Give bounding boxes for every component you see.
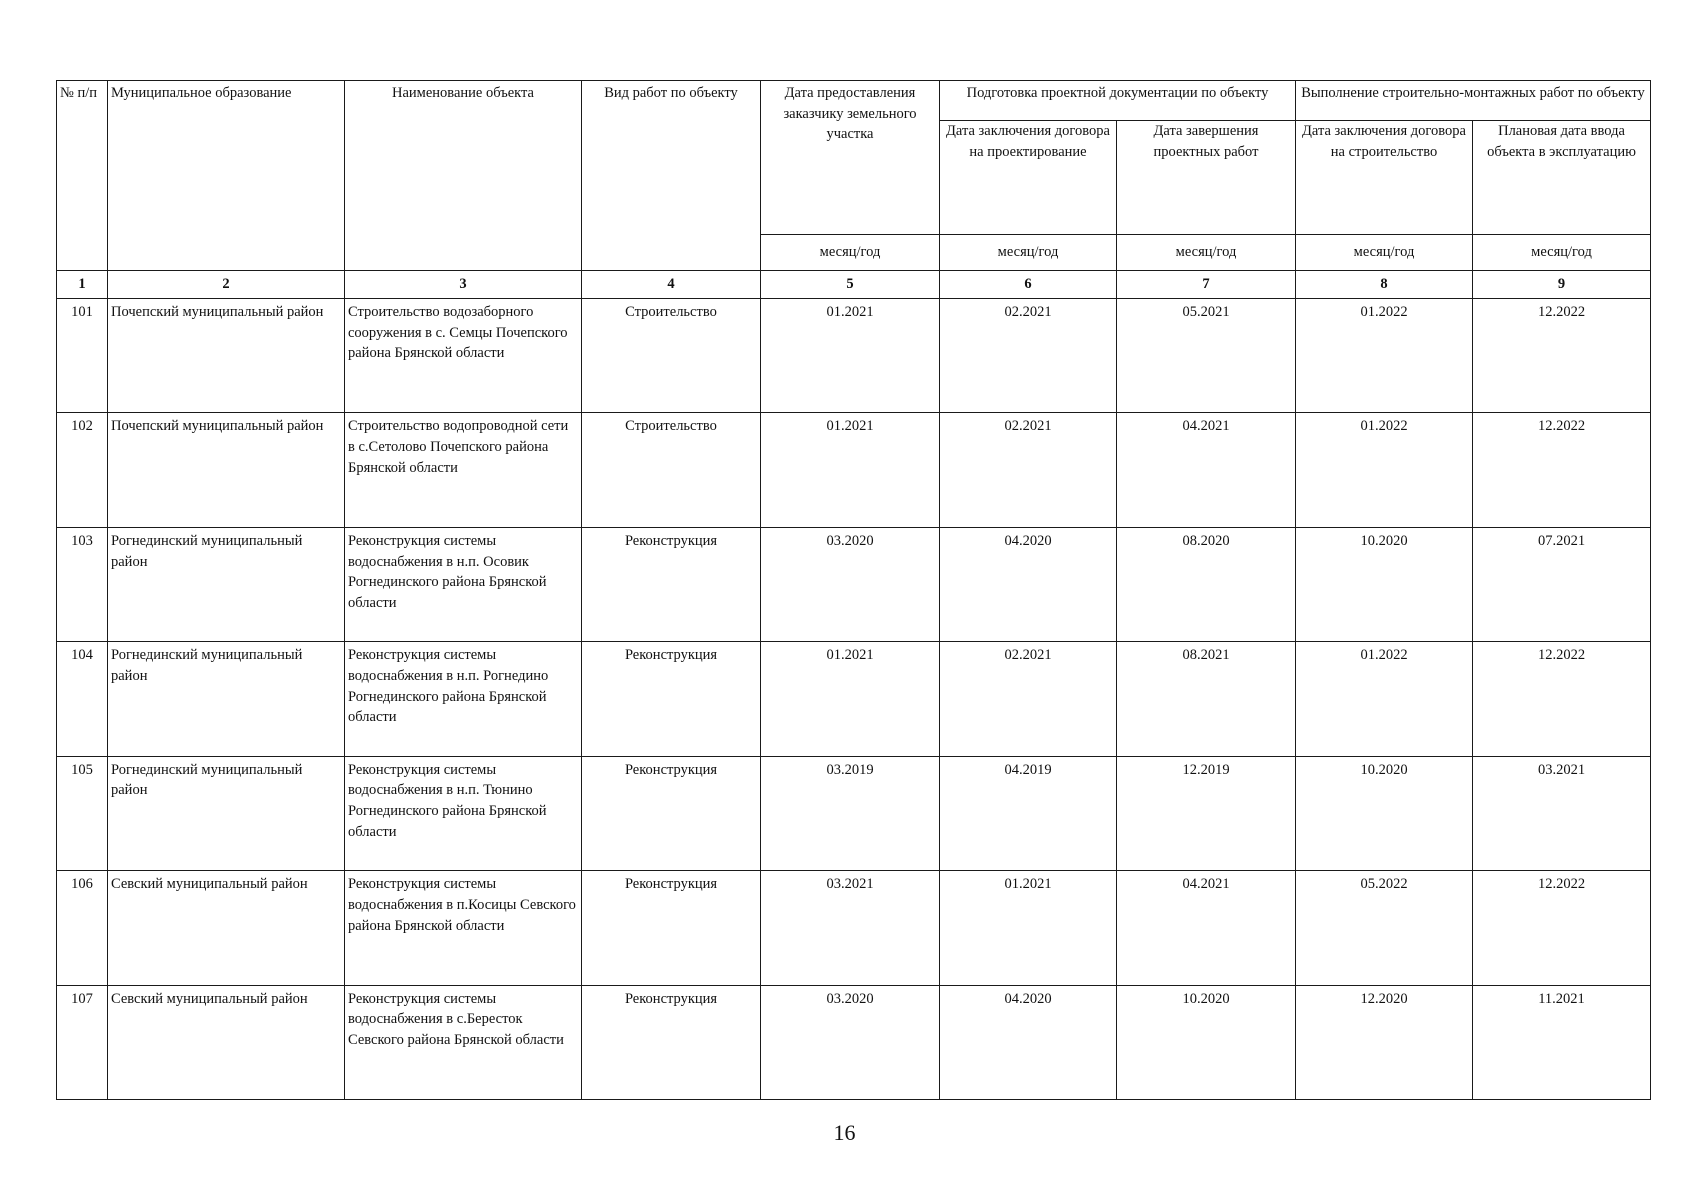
table-row [57,871,1651,985]
work-type-cell: Реконструкция [582,756,761,870]
design-contract-cell: 04.2019 [940,756,1117,870]
units-label: месяц/год [940,235,1117,271]
build-contract-cell: 10.2020 [1296,527,1473,641]
land-date-cell: 01.2021 [761,642,940,756]
municipality-cell: Почепский муниципальный район [108,299,345,413]
row-number: 102 [57,413,108,527]
column-number: 3 [345,271,582,299]
units-label: месяц/год [1117,235,1296,271]
object-name-cell: Реконструкция системы водоснабжения в н.п. Рогнедино Рогнединского района Брянской области [345,642,582,756]
schedule-table [56,80,1651,1100]
municipality-cell: Почепский муниципальный район [108,413,345,527]
row-number: 106 [57,871,108,985]
column-number: 4 [582,271,761,299]
commissioning-cell: 12.2022 [1473,299,1651,413]
column-number: 8 [1296,271,1473,299]
municipality-cell: Рогнединский муниципальный район [108,756,345,870]
design-contract-cell: 04.2020 [940,527,1117,641]
work-type-cell: Реконструкция [582,985,761,1099]
table-row [57,756,1651,870]
row-number: 103 [57,527,108,641]
design-finish-cell: 04.2021 [1117,871,1296,985]
design-finish-cell: 12.2019 [1117,756,1296,870]
column-number: 1 [57,271,108,299]
design-contract-cell: 02.2021 [940,299,1117,413]
object-name-cell: Реконструкция системы водоснабжения в п.Косицы Севского района Брянской области [345,871,582,985]
build-contract-cell: 05.2022 [1296,871,1473,985]
header-municipality: Муниципальное образование [108,81,345,271]
build-contract-cell: 12.2020 [1296,985,1473,1099]
header-design-contract: Дата заключения договора на проектирование [940,121,1117,235]
work-type-cell: Реконструкция [582,527,761,641]
work-type-cell: Строительство [582,299,761,413]
design-finish-cell: 10.2020 [1117,985,1296,1099]
object-name-cell: Реконструкция системы водоснабжения в н.п. Тюнино Рогнединского района Брянской области [345,756,582,870]
object-name-cell: Реконструкция системы водоснабжения в н.п. Осовик Рогнединского района Брянской области [345,527,582,641]
design-finish-cell: 08.2021 [1117,642,1296,756]
header-design-finish: Дата завершения проектных работ [1117,121,1296,235]
build-contract-cell: 01.2022 [1296,299,1473,413]
table-row [57,299,1651,413]
object-name-cell: Реконструкция системы водоснабжения в с.Бересток Севского района Брянской области [345,985,582,1099]
design-contract-cell: 04.2020 [940,985,1117,1099]
table-row [57,985,1651,1099]
design-finish-cell: 08.2020 [1117,527,1296,641]
land-date-cell: 01.2021 [761,299,940,413]
column-number: 9 [1473,271,1651,299]
object-name-cell: Строительство водозаборного сооружения в с. Семцы Почепского района Брянской области [345,299,582,413]
municipality-cell: Севский муниципальный район [108,871,345,985]
land-date-cell: 01.2021 [761,413,940,527]
units-label: месяц/год [1473,235,1651,271]
column-number: 5 [761,271,940,299]
commissioning-cell: 11.2021 [1473,985,1651,1099]
work-type-cell: Реконструкция [582,642,761,756]
build-contract-cell: 01.2022 [1296,642,1473,756]
header-build-group: Выполнение строительно-монтажных работ по объекту [1296,81,1651,121]
header-design-group: Подготовка проектной документации по объекту [940,81,1296,121]
land-date-cell: 03.2020 [761,985,940,1099]
design-contract-cell: 02.2021 [940,413,1117,527]
column-number: 7 [1117,271,1296,299]
header-land-date: Дата предоставления заказчику земельного участка [761,81,940,235]
build-contract-cell: 01.2022 [1296,413,1473,527]
build-contract-cell: 10.2020 [1296,756,1473,870]
municipality-cell: Рогнединский муниципальный район [108,527,345,641]
work-type-cell: Реконструкция [582,871,761,985]
header-object-name: Наименование объекта [345,81,582,271]
design-contract-cell: 02.2021 [940,642,1117,756]
land-date-cell: 03.2021 [761,871,940,985]
header-build-contract: Дата заключения договора на строительство [1296,121,1473,235]
commissioning-cell: 03.2021 [1473,756,1651,870]
header-num: № п/п [57,81,108,271]
commissioning-cell: 12.2022 [1473,871,1651,985]
units-label: месяц/год [761,235,940,271]
page-number: 16 [833,1120,856,1145]
table-row [57,527,1651,641]
row-number: 105 [57,756,108,870]
design-contract-cell: 01.2021 [940,871,1117,985]
commissioning-cell: 12.2022 [1473,642,1651,756]
column-number: 2 [108,271,345,299]
commissioning-cell: 12.2022 [1473,413,1651,527]
row-number: 104 [57,642,108,756]
header-commissioning-date: Плановая дата ввода объекта в эксплуатацию [1473,121,1651,235]
land-date-cell: 03.2019 [761,756,940,870]
design-finish-cell: 04.2021 [1117,413,1296,527]
units-label: месяц/год [1296,235,1473,271]
design-finish-cell: 05.2021 [1117,299,1296,413]
row-number: 107 [57,985,108,1099]
header-work-type: Вид работ по объекту [582,81,761,271]
column-number: 6 [940,271,1117,299]
row-number: 101 [57,299,108,413]
commissioning-cell: 07.2021 [1473,527,1651,641]
work-type-cell: Строительство [582,413,761,527]
table-row [57,642,1651,756]
table-row [57,413,1651,527]
municipality-cell: Севский муниципальный район [108,985,345,1099]
object-name-cell: Строительство водопроводной сети в с.Сетолово Почепского района Брянской области [345,413,582,527]
municipality-cell: Рогнединский муниципальный район [108,642,345,756]
land-date-cell: 03.2020 [761,527,940,641]
